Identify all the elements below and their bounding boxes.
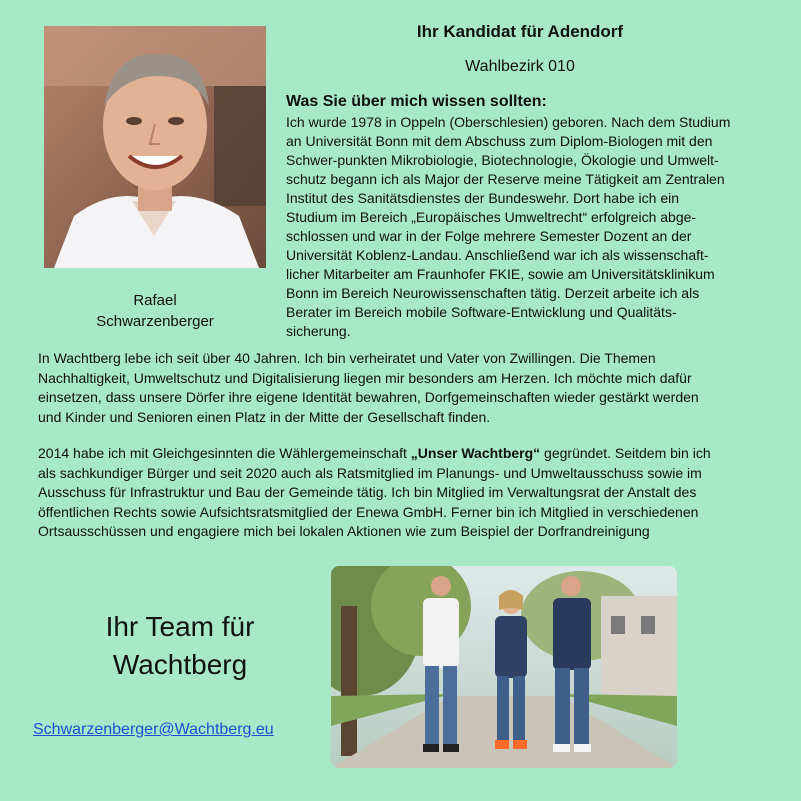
paragraph-line: einsetzen, dass unsere Dörfer ihre eigene Identität bewahren, Dorfgemeinschaften wieder gestärkt werden bbox=[38, 389, 699, 405]
bio-line: an Universität Bonn mit dem Abschuss zum Diplom-Biologen mit den bbox=[286, 133, 713, 149]
bio-line: Berater im Bereich mobile Software-Entwicklung und Qualitäts- bbox=[286, 304, 677, 320]
bio-line: Studium im Bereich „Europäisches Umweltrecht“ erfolgreich abge- bbox=[286, 209, 697, 225]
paragraph-text: 2014 habe ich mit Gleichgesinnten die Wählergemeinschaft bbox=[38, 445, 411, 461]
candidate-last-name: Schwarzenberger bbox=[96, 313, 214, 330]
paragraph-text: gegründet. Seitdem bin ich bbox=[540, 445, 711, 461]
paragraph-line: Nachhaltigkeit, Umweltschutz und Digitalisierung liegen mir besonders am Herzen. Ich möchte mich dafür bbox=[38, 369, 692, 386]
bio-line: Institut des Sanitätsdienstes der Bundeswehr. Dort habe ich ein bbox=[286, 190, 680, 206]
bio-text bbox=[286, 113, 786, 341]
candidate-first-name: Rafael bbox=[133, 292, 177, 309]
group-name: „Unser Wachtberg“ bbox=[410, 445, 541, 461]
bio-line: sicherung. bbox=[286, 323, 351, 339]
team-heading-line: Wachtberg bbox=[112, 649, 248, 680]
paragraph-line: und Kinder und Senioren einen Platz in der Mitte der Gesellschaft finden. bbox=[38, 408, 491, 425]
team-heading bbox=[60, 608, 300, 684]
team-photo bbox=[331, 566, 677, 768]
candidate-portrait bbox=[44, 26, 266, 268]
bio-line: Ich wurde 1978 in Oppeln (Oberschlesien) geboren. Nach dem Studium bbox=[286, 114, 731, 130]
bio-line: Schwer-punkten Mikrobiologie, Biotechnologie, Ökologie und Umwelt- bbox=[286, 152, 719, 168]
paragraph-wachtberg bbox=[38, 349, 790, 427]
paragraph-line: Ausschuss für Infrastruktur und Bau der Gemeinde tätig. Ich bin Mitglied im Verwaltungsrat der Anstalt des bbox=[38, 484, 697, 500]
paragraph-line: als sachkundiger Bürger und seit 2020 auch als Ratsmitglied im Planungs- und Umweltausschuss sowie im bbox=[38, 464, 702, 481]
email-link[interactable]: Schwarzenberger@Wachtberg.eu bbox=[33, 721, 274, 738]
paragraph-line: Ortsausschüssen und engagiere mich bei lokalen Aktionen wie zum Beispiel der Dorfrandreinigung bbox=[38, 523, 650, 539]
bio-line: Universität Koblenz-Landau. Anschließend war ich als wissenschaft- bbox=[286, 247, 709, 263]
paragraph-line bbox=[38, 444, 790, 464]
paragraph-line: öffentlichen Rechts sowie Aufsichtsratsmitglied der Enewa GmbH. Ferner bin ich Mitglied in verschiedenen bbox=[38, 503, 699, 520]
candidate-name bbox=[40, 290, 270, 332]
page-subtitle: Wahlbezirk 010 bbox=[465, 58, 575, 75]
bio-line: Bonn im Bereich Neurowissenschaften tätig. Derzeit arbeite ich als bbox=[286, 285, 700, 301]
bio-line: licher Mitarbeiter am Fraunhofer FKIE, sowie am Universitätsklinikum bbox=[286, 266, 715, 282]
bio-line: schutz begann ich als Major der Reserve meine Tätigkeit am Zentralen bbox=[286, 171, 725, 187]
paragraph-engagement bbox=[38, 444, 790, 542]
page-title: Ihr Kandidat für Adendorf bbox=[416, 22, 624, 41]
bio-heading: Was Sie über mich wissen sollten: bbox=[286, 93, 547, 110]
paragraph-line: In Wachtberg lebe ich seit über 40 Jahren. Ich bin verheiratet und Vater von Zwillingen. Die Themen bbox=[38, 350, 656, 366]
team-heading-line: Ihr Team für bbox=[105, 611, 255, 642]
bio-line: schlossen und war in der Folge mehrere Semester Dozent an der bbox=[286, 228, 692, 244]
